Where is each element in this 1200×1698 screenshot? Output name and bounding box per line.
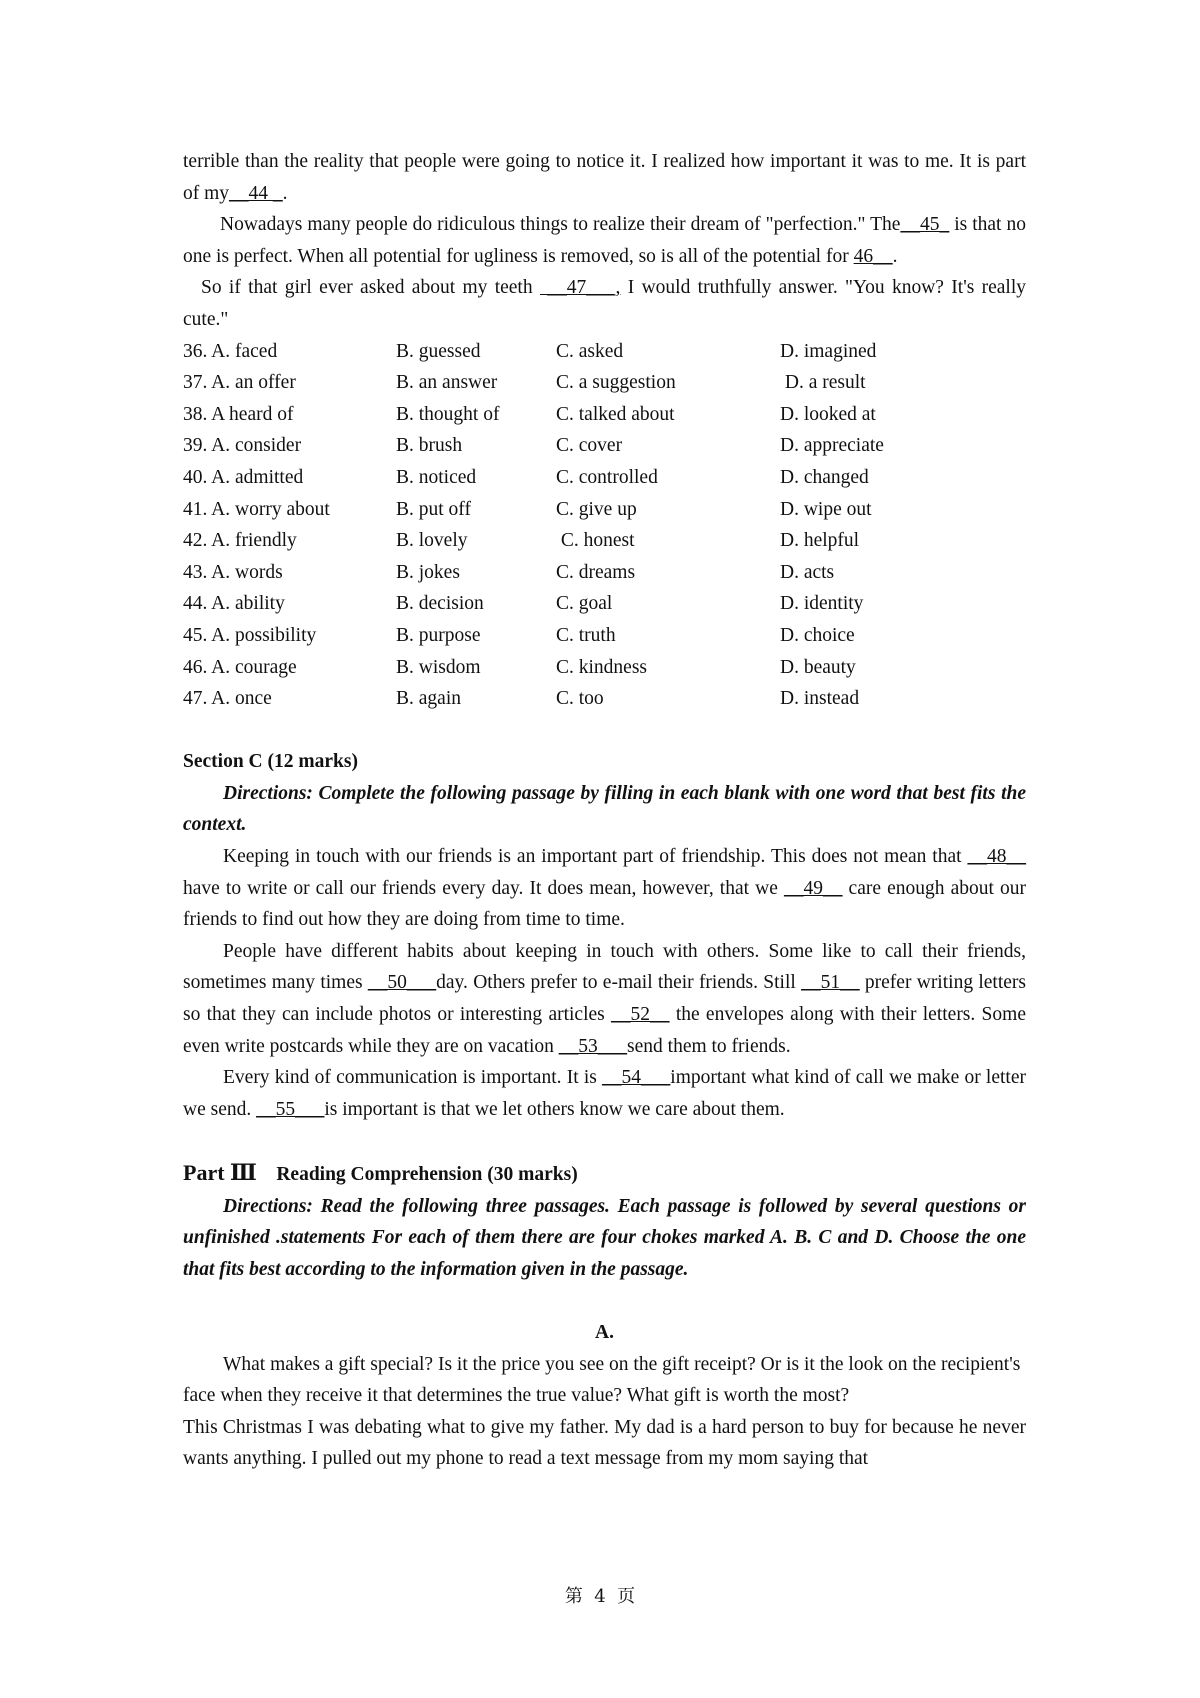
option-b: B. thought of xyxy=(396,403,500,425)
option-row xyxy=(183,399,1026,431)
blank-54: __54___ xyxy=(602,1067,671,1089)
passage-text: So if that girl ever asked about my teeth xyxy=(201,277,540,299)
option-c: C. asked xyxy=(556,340,624,362)
option-c: C. talked about xyxy=(556,403,675,425)
option-a: 37. A. an offer xyxy=(183,372,296,394)
option-row xyxy=(183,652,1026,684)
part-3-directions: Directions: Read the following three passages. Each passage is followed by several questions or unfinished .statements For each of them there are four chokes marked A. B. C and D. Choose the one that fits best according to the information given in the passage. xyxy=(183,1195,1026,1280)
passage-text: People have different habits about keeping in touch with others. Some like to call their friends, sometimes many times xyxy=(183,940,1026,994)
blank-52: __52__ xyxy=(611,1004,670,1026)
option-a: 42. A. friendly xyxy=(183,530,297,552)
option-c: C. too xyxy=(556,688,604,710)
passage-paragraph xyxy=(183,841,1026,936)
option-row xyxy=(183,367,1026,399)
passage-text: Nowadays many people do ridiculous things to realize their dream of "perfection." The xyxy=(220,214,901,236)
option-c: C. controlled xyxy=(556,466,658,488)
blank-51: __51__ xyxy=(801,972,860,994)
option-a: 45. A. possibility xyxy=(183,624,317,646)
option-d: D. looked at xyxy=(780,403,876,425)
option-b: B. an answer xyxy=(396,372,498,394)
section-c-title: Section C (12 marks) xyxy=(183,751,358,773)
passage-text: . xyxy=(892,245,898,267)
blank-55: __55___ xyxy=(256,1098,325,1120)
option-d: D. changed xyxy=(780,466,869,488)
passage-text: send them to friends. xyxy=(627,1035,791,1057)
option-d: D. appreciate xyxy=(780,435,884,457)
passage-a-heading: A. xyxy=(595,1321,614,1343)
passage-text: the envelopes along with their letters. Some even write postcards while they are on vacation xyxy=(183,1004,1026,1057)
option-c: C. kindness xyxy=(556,656,648,678)
passage-text: have to write or call our friends every day. It does mean, however, that we xyxy=(183,877,784,899)
option-b: B. again xyxy=(396,688,461,710)
option-c: C. truth xyxy=(556,624,616,646)
option-d: D. acts xyxy=(780,561,835,583)
passage-text: . xyxy=(282,182,288,204)
part-3-title xyxy=(183,1157,1026,1191)
options-list xyxy=(183,336,1026,715)
option-a: 46. A. courage xyxy=(183,656,297,678)
option-a: 38. A heard of xyxy=(183,403,294,425)
passage-text: Every kind of communication is important. It is xyxy=(223,1067,603,1089)
option-row xyxy=(183,430,1026,462)
page-number: 第 4 页 xyxy=(564,1586,636,1607)
option-b: B. guessed xyxy=(396,340,481,362)
option-c: C. goal xyxy=(556,593,613,615)
passage-paragraph: This Christmas I was debating what to give my father. My dad is a hard person to buy for because he never wants anything. I pulled out my phone to read a text message from my mom saying that xyxy=(183,1416,1026,1470)
blank-50: __50___ xyxy=(367,972,437,994)
option-a: 43. A. words xyxy=(183,561,283,583)
option-c: C. dreams xyxy=(556,561,636,583)
option-row xyxy=(183,588,1026,620)
passage-paragraph xyxy=(183,1062,1026,1125)
option-b: B. wisdom xyxy=(396,656,481,678)
passage-text: care enough about our friends to find out how they are doing from time to time. xyxy=(183,877,1027,931)
option-row xyxy=(183,683,1026,715)
passage-text: important what kind of call we make or letter we send. xyxy=(183,1067,1026,1120)
option-b: B. brush xyxy=(396,435,463,457)
option-b: B. lovely xyxy=(396,530,468,552)
option-b: B. decision xyxy=(396,593,484,615)
option-row xyxy=(183,336,1026,368)
blank-44: __44 _ xyxy=(229,182,283,204)
option-a: 44. A. ability xyxy=(183,593,285,615)
option-d: D. choice xyxy=(780,624,855,646)
blank-45: __45_ xyxy=(900,214,950,236)
option-c: C. a suggestion xyxy=(556,372,676,394)
option-a: 36. A. faced xyxy=(183,340,278,362)
passage-paragraph xyxy=(183,936,1026,1062)
passage-paragraph xyxy=(183,209,1026,272)
option-row xyxy=(183,462,1026,494)
blank-47: __47___, xyxy=(539,277,621,299)
option-row xyxy=(183,525,1026,557)
option-b: B. noticed xyxy=(396,466,477,488)
option-d: D. identity xyxy=(780,593,864,615)
option-c: C. give up xyxy=(556,498,637,520)
option-d: D. imagined xyxy=(780,340,877,362)
part-3-number: Part Ⅲ xyxy=(183,1160,257,1185)
section-c-directions: Directions: Complete the following passage by filling in each blank with one word that best fits the context. xyxy=(183,782,1026,836)
passage-text: Keeping in touch with our friends is an important part of friendship. This does not mean that xyxy=(223,846,968,868)
option-a: 39. A. consider xyxy=(183,435,302,457)
option-d: D. a result xyxy=(780,372,866,394)
part-3-heading: Reading Comprehension (30 marks) xyxy=(276,1164,578,1185)
option-a: 40. A. admitted xyxy=(183,466,304,488)
option-d: D. beauty xyxy=(780,656,856,678)
passage-text: I would truthfully answer. "You know? It's really cute." xyxy=(183,277,1027,330)
passage-paragraph: What makes a gift special? Is it the price you see on the gift receipt? Or is it the look on the recipient's face when they receive it that determines the true value? What gift is worth the most? xyxy=(183,1353,1021,1407)
blank-53: __53___ xyxy=(558,1035,628,1057)
option-c: C. honest xyxy=(556,530,635,552)
option-d: D. instead xyxy=(780,688,860,710)
option-d: D. wipe out xyxy=(780,498,872,520)
option-b: B. purpose xyxy=(396,624,481,646)
document-page xyxy=(183,146,1026,1475)
blank-48: __48__ xyxy=(967,846,1026,868)
passage-text: day. Others prefer to e-mail their friends. Still xyxy=(436,972,802,994)
option-row xyxy=(183,620,1026,652)
passage-paragraph xyxy=(183,272,1026,335)
passage-text: prefer writing letters so that they can include photos or interesting articles xyxy=(183,972,1027,1026)
option-d: D. helpful xyxy=(780,530,860,552)
passage-text: is that no one is perfect. When all potential for ugliness is removed, so is all of the potential for xyxy=(183,214,1026,267)
option-row xyxy=(183,557,1026,589)
option-c: C. cover xyxy=(556,435,623,457)
option-b: B. put off xyxy=(396,498,471,520)
option-row xyxy=(183,494,1026,526)
option-b: B. jokes xyxy=(396,561,460,583)
option-a: 41. A. worry about xyxy=(183,498,330,520)
passage-text: is important is that we let others know we care about them. xyxy=(324,1098,785,1120)
blank-49: __49__ xyxy=(783,877,843,899)
blank-46: 46__ xyxy=(853,245,893,267)
passage-text: terrible than the reality that people were going to notice it. I realized how important it was to me. It is part of my xyxy=(183,151,1026,204)
passage-paragraph xyxy=(183,146,1026,209)
option-a: 47. A. once xyxy=(183,688,272,710)
